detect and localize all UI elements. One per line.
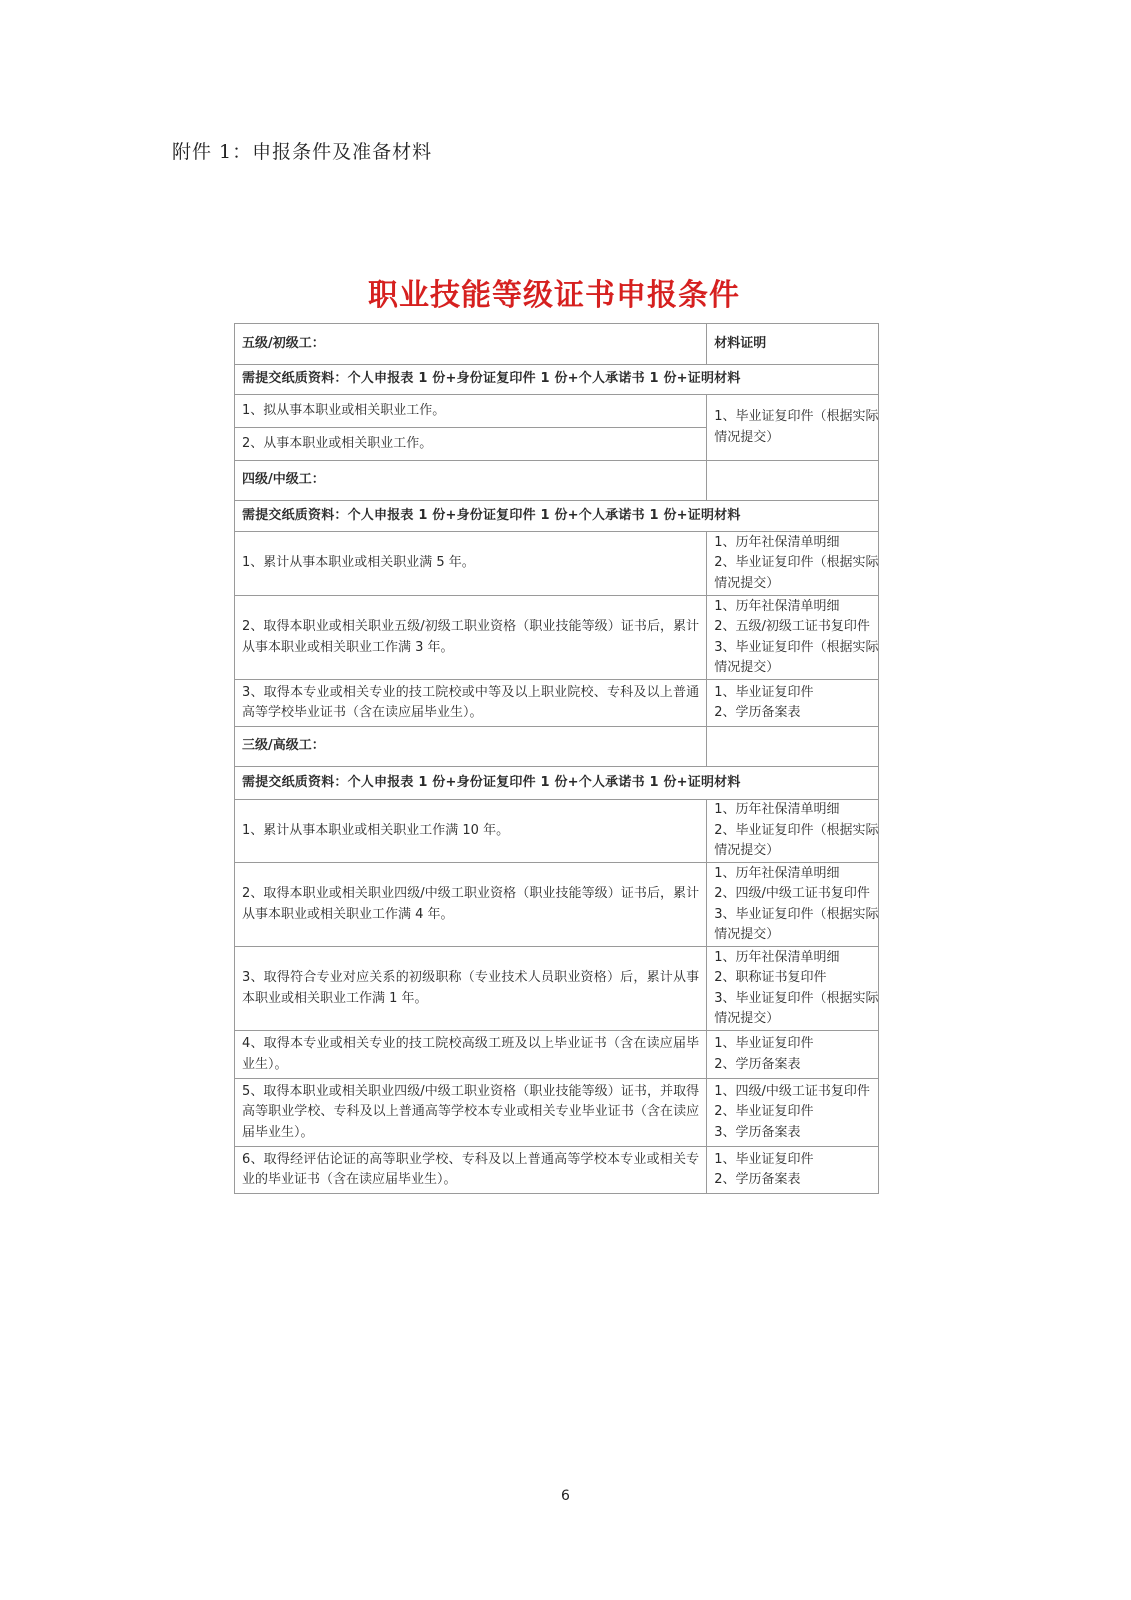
- page-number: 6: [561, 1488, 570, 1504]
- empty-cell: [707, 727, 879, 767]
- condition-text: 3、取得本专业或相关专业的技工院校或中等及以上职业院校、专科及以上普通高等学校毕业证书（含在读应届毕业生）。: [235, 680, 707, 727]
- condition-row: [235, 1031, 879, 1079]
- condition-text: 6、取得经评估论证的高等职业学校、专科及以上普通高等学校本专业或相关专业的毕业证书（含在读应届毕业生）。: [235, 1147, 707, 1194]
- material-item: 2、职称证书复印件: [714, 970, 827, 985]
- material-item: 2、学历备案表: [714, 1172, 801, 1187]
- condition-text: 3、取得符合专业对应关系的初级职称（专业技术人员职业资格）后，累计从事本职业或相关职业工作满 1 年。: [235, 947, 707, 1031]
- materials-header: 材料证明: [707, 324, 879, 365]
- level-header-row: [235, 324, 879, 365]
- condition-row: [235, 680, 879, 727]
- condition-row: [235, 1079, 879, 1147]
- level-title: 四级/中级工：: [235, 461, 707, 501]
- material-item: 2、四级/中级工证书复印件: [714, 886, 870, 901]
- condition-text: 2、取得本职业或相关职业四级/中级工职业资格（职业技能等级）证书后，累计从事本职业或相关职业工作满 4 年。: [235, 863, 707, 947]
- material-item: 1、毕业证复印件: [714, 1036, 814, 1051]
- materials-cell: [707, 947, 879, 1031]
- material-item: 3、毕业证复印件（根据实际: [714, 639, 879, 655]
- level-title: 五级/初级工：: [235, 324, 707, 365]
- material-item: 1、毕业证复印件: [714, 1151, 814, 1167]
- condition-text: 2、从事本职业或相关职业工作。: [235, 428, 707, 461]
- condition-text: 1、累计从事本职业或相关职业满 5 年。: [235, 532, 707, 596]
- requirement-note: 需提交纸质资料：个人申报表 1 份+身份证复印件 1 份+个人承诺书 1 份+证明材料: [235, 501, 879, 532]
- material-item: 2、毕业证复印件（根据实际: [714, 555, 879, 571]
- materials-cell: [707, 395, 879, 461]
- material-item: 1、历年社保清单明细: [714, 598, 840, 614]
- material-item: 情况提交）: [714, 660, 780, 675]
- condition-text: 5、取得本职业或相关职业四级/中级工职业资格（职业技能等级）证书，并取得高等职业学校、专科及以上普通高等学校本专业或相关专业毕业证书（含在读应届毕业生）。: [235, 1079, 707, 1147]
- material-item: 2、毕业证复印件: [714, 1104, 814, 1120]
- material-item: 3、毕业证复印件（根据实际: [714, 906, 879, 922]
- material-item: 2、学历备案表: [714, 705, 801, 720]
- material-item: 情况提交）: [714, 1011, 780, 1026]
- materials-cell: [707, 1031, 879, 1079]
- document-title: 职业技能等级证书申报条件: [368, 278, 740, 313]
- material-item: 1、历年社保清单明细: [714, 534, 840, 550]
- material-item: 1、历年社保清单明细: [714, 949, 840, 965]
- material-item: 情况提交）: [714, 575, 780, 591]
- material-item: 1、历年社保清单明细: [714, 865, 840, 881]
- material-item: 情况提交）: [714, 843, 780, 859]
- materials-cell: [707, 800, 879, 863]
- materials-cell: [707, 680, 879, 727]
- material-item: 2、毕业证复印件（根据实际: [714, 822, 879, 838]
- level-header-row: [235, 727, 879, 767]
- requirement-note: 需提交纸质资料：个人申报表 1 份+身份证复印件 1 份+个人承诺书 1 份+证明材料: [235, 767, 879, 800]
- material-item: 1、四级/中级工证书复印件: [714, 1083, 870, 1099]
- materials-cell: [707, 1147, 879, 1194]
- level-header-row: [235, 461, 879, 501]
- requirements-table: [234, 323, 879, 1194]
- empty-cell: [707, 461, 879, 501]
- materials-cell: [707, 596, 879, 680]
- condition-row: [235, 596, 879, 680]
- materials-cell: [707, 532, 879, 596]
- material-item: 1、毕业证复印件: [714, 684, 814, 700]
- condition-text: 1、拟从事本职业或相关职业工作。: [235, 395, 707, 428]
- material-item: 1、毕业证复印件（根据实际: [714, 409, 879, 424]
- material-item: 2、五级/初级工证书复印件: [714, 619, 870, 634]
- materials-cell: [707, 1079, 879, 1147]
- condition-row: [235, 532, 879, 596]
- condition-text: 1、累计从事本职业或相关职业工作满 10 年。: [235, 800, 707, 863]
- requirement-row: [235, 501, 879, 532]
- material-item: 2、学历备案表: [714, 1056, 801, 1072]
- material-item: 情况提交）: [714, 927, 780, 942]
- material-item: 3、学历备案表: [714, 1124, 801, 1140]
- level-title: 三级/高级工：: [235, 727, 707, 767]
- condition-row: [235, 947, 879, 1031]
- material-item: 1、历年社保清单明细: [714, 802, 840, 818]
- requirement-row: [235, 365, 879, 395]
- condition-row: [235, 1147, 879, 1194]
- condition-text: 4、取得本专业或相关专业的技工院校高级工班及以上毕业证书（含在读应届毕业生）。: [235, 1031, 707, 1079]
- materials-cell: [707, 863, 879, 947]
- condition-row: [235, 395, 879, 428]
- requirement-note: 需提交纸质资料：个人申报表 1 份+身份证复印件 1 份+个人承诺书 1 份+证明材料: [235, 365, 879, 395]
- condition-text: 2、取得本职业或相关职业五级/初级工职业资格（职业技能等级）证书后，累计从事本职业或相关职业工作满 3 年。: [235, 596, 707, 680]
- condition-row: [235, 863, 879, 947]
- condition-row: [235, 800, 879, 863]
- material-item: 情况提交）: [714, 429, 780, 445]
- requirement-row: [235, 767, 879, 800]
- material-item: 3、毕业证复印件（根据实际: [714, 990, 879, 1006]
- attachment-title: 附件 1：申报条件及准备材料: [172, 141, 433, 163]
